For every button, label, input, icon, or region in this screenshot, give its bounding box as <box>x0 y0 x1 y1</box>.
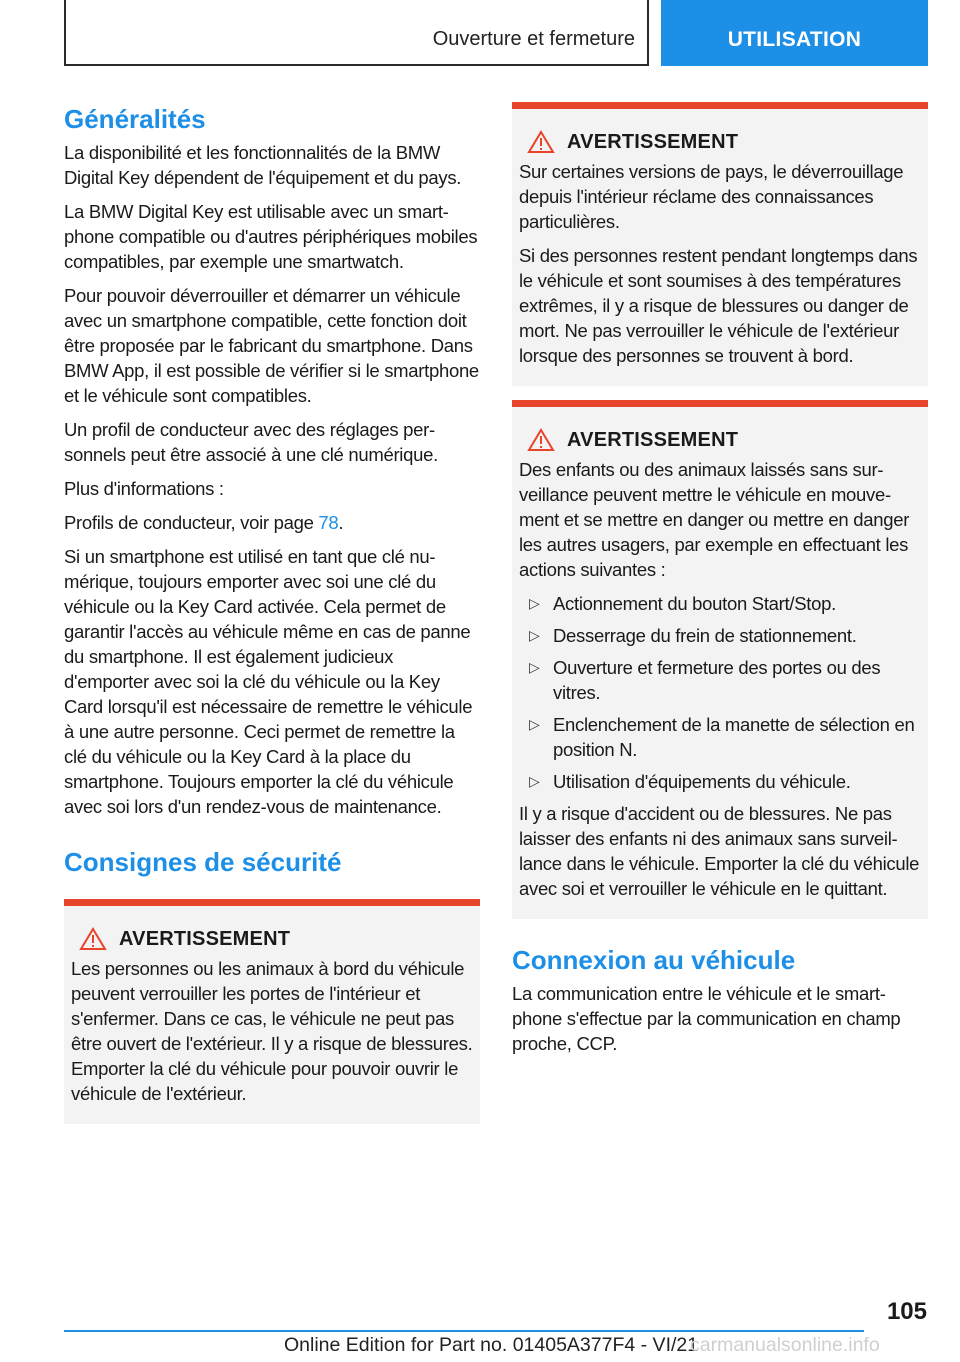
warning-header <box>519 127 921 157</box>
warning-header <box>71 924 473 954</box>
edition-text: Online Edition for Part no. 01405A377F4 - VI/21 <box>284 1334 699 1356</box>
list-item <box>519 623 921 648</box>
section-title-box <box>64 0 649 66</box>
chapter-title: UTILISATION <box>727 28 862 51</box>
reference-text: Profils de conducteur, voir page <box>64 512 319 533</box>
section-title: Ouverture et fermeture <box>432 28 635 50</box>
warning-triangle-icon <box>79 927 113 951</box>
list-item-text: Ouverture et fermeture des portes ou des vitres. <box>553 657 881 703</box>
page-link-78[interactable]: 78 <box>318 512 339 533</box>
triangle-bullet-icon: ▷ <box>529 773 540 789</box>
warning-text: Sur certaines versions de pays, le déverrouillage depuis l'intérieur réclame des connaissances particulières. <box>519 161 904 232</box>
list-item-text: Desserrage du frein de stationnement. <box>553 625 857 646</box>
warning-text: Des enfants ou des animaux laissés sans surveillance peuvent mettre le véhicule en mouvement et se mettre en danger ou mettre en danger les autres usagers, par exemple en effectuant les actions suivantes : <box>519 459 910 580</box>
paragraph: La communication entre le véhicule et le smartphone s'effectue par la communication en champ proche, CCP. <box>512 983 901 1054</box>
paragraph: La disponibilité et les fonctionnalités de la BMW Digital Key dépendent de l'équipement et du pays. <box>64 142 462 188</box>
left-column <box>64 102 480 1124</box>
warning-header <box>519 425 921 455</box>
warning-title: AVERTISSEMENT <box>567 130 739 153</box>
warning-text: Les personnes ou les animaux à bord du véhicule peuvent verrouiller les portes de l'intérieur et s'enfermer. Dans ce cas, le véhicule ne peut pas être ouvert de l'extérieur. Il y a risque de blessures. Emporter la clé du véhicule pour pouvoir ouvrir le véhicule de l'extérieur. <box>71 958 473 1104</box>
list-item <box>519 769 921 794</box>
reference-end: . <box>338 512 344 533</box>
warning-title: AVERTISSEMENT <box>119 927 291 950</box>
warning-text: Il y a risque d'accident ou de blessures. Ne pas laisser des enfants ni des animaux sans surveillance dans le véhicule. Emporter la clé du véhicule avec soi et verrouiller le véhicule en le quittant. <box>519 803 920 899</box>
list-item-text: Actionnement du bouton Start/Stop. <box>553 593 836 614</box>
paragraph: Un profil de conducteur avec des réglages personnels peut être associé à une clé numérique. <box>64 419 438 465</box>
heading-consignes: Consignes de sécurité <box>64 847 342 877</box>
triangle-bullet-icon: ▷ <box>529 627 540 643</box>
watermark-text: carmanualsonline.info <box>690 1334 880 1356</box>
warning-title: AVERTISSEMENT <box>567 428 739 451</box>
list-item-text: Enclenchement de la manette de sélection en position N. <box>553 714 915 760</box>
paragraph: Pour pouvoir déverrouiller et démarrer un véhicule avec un smartphone compatible, cette fonction doit être proposée par le fabricant du smartphone. Dans BMW App, il est possible de vérifier si le smartphone et le véhicule sont compatibles. <box>64 285 479 406</box>
warning-triangle-icon <box>527 428 561 452</box>
list-item <box>519 655 921 705</box>
warning-box <box>512 102 928 386</box>
heading-connexion: Connexion au véhicule <box>512 945 796 975</box>
right-column <box>512 102 928 1056</box>
paragraph-reference <box>64 510 480 535</box>
list-item <box>519 591 921 616</box>
heading-generalites: Généralités <box>64 104 206 134</box>
warning-box <box>64 899 480 1124</box>
paragraph: Si un smartphone est utilisé en tant que clé numérique, toujours emporter avec soi une clé du véhicule ou la Key Card activée. Cela permet de garantir l'accès au véhicule même en cas de panne du smartphone. Il est également judicieux d'emporter avec soi la clé du véhicule ou la Key Card lorsqu'il est nécessaire de remettre le véhicule à une autre personne. Ceci permet de remettre la clé du véhicule ou la Key Card à la place du smartphone. Toujours emporter la clé du véhicule avec soi lors d'un rendez-vous de maintenance. <box>64 546 473 817</box>
paragraph: Plus d'informations : <box>64 478 224 499</box>
paragraph: La BMW Digital Key est utilisable avec un smartphone compatible ou d'autres périphériques mobiles compatibles, par exemple une smartwatch. <box>64 201 478 272</box>
warning-box <box>512 400 928 919</box>
triangle-bullet-icon: ▷ <box>529 659 540 675</box>
list-item <box>519 712 921 762</box>
triangle-bullet-icon: ▷ <box>529 595 540 611</box>
footer-divider <box>64 1330 864 1332</box>
warning-triangle-icon <box>527 130 561 154</box>
list-item-text: Utilisation d'équipements du véhicule. <box>553 771 851 792</box>
chapter-tab <box>661 0 928 66</box>
action-list <box>519 591 921 794</box>
triangle-bullet-icon: ▷ <box>529 716 540 732</box>
page-header <box>64 0 928 66</box>
page-number: 105 <box>886 1298 927 1325</box>
warning-text: Si des personnes restent pendant longtemps dans le véhicule et sont soumises à des températures extrêmes, il y a risque de blessures ou danger de mort. Ne pas verrouiller le véhicule de l'extérieur lorsque des personnes se trouvent à bord. <box>519 245 918 366</box>
